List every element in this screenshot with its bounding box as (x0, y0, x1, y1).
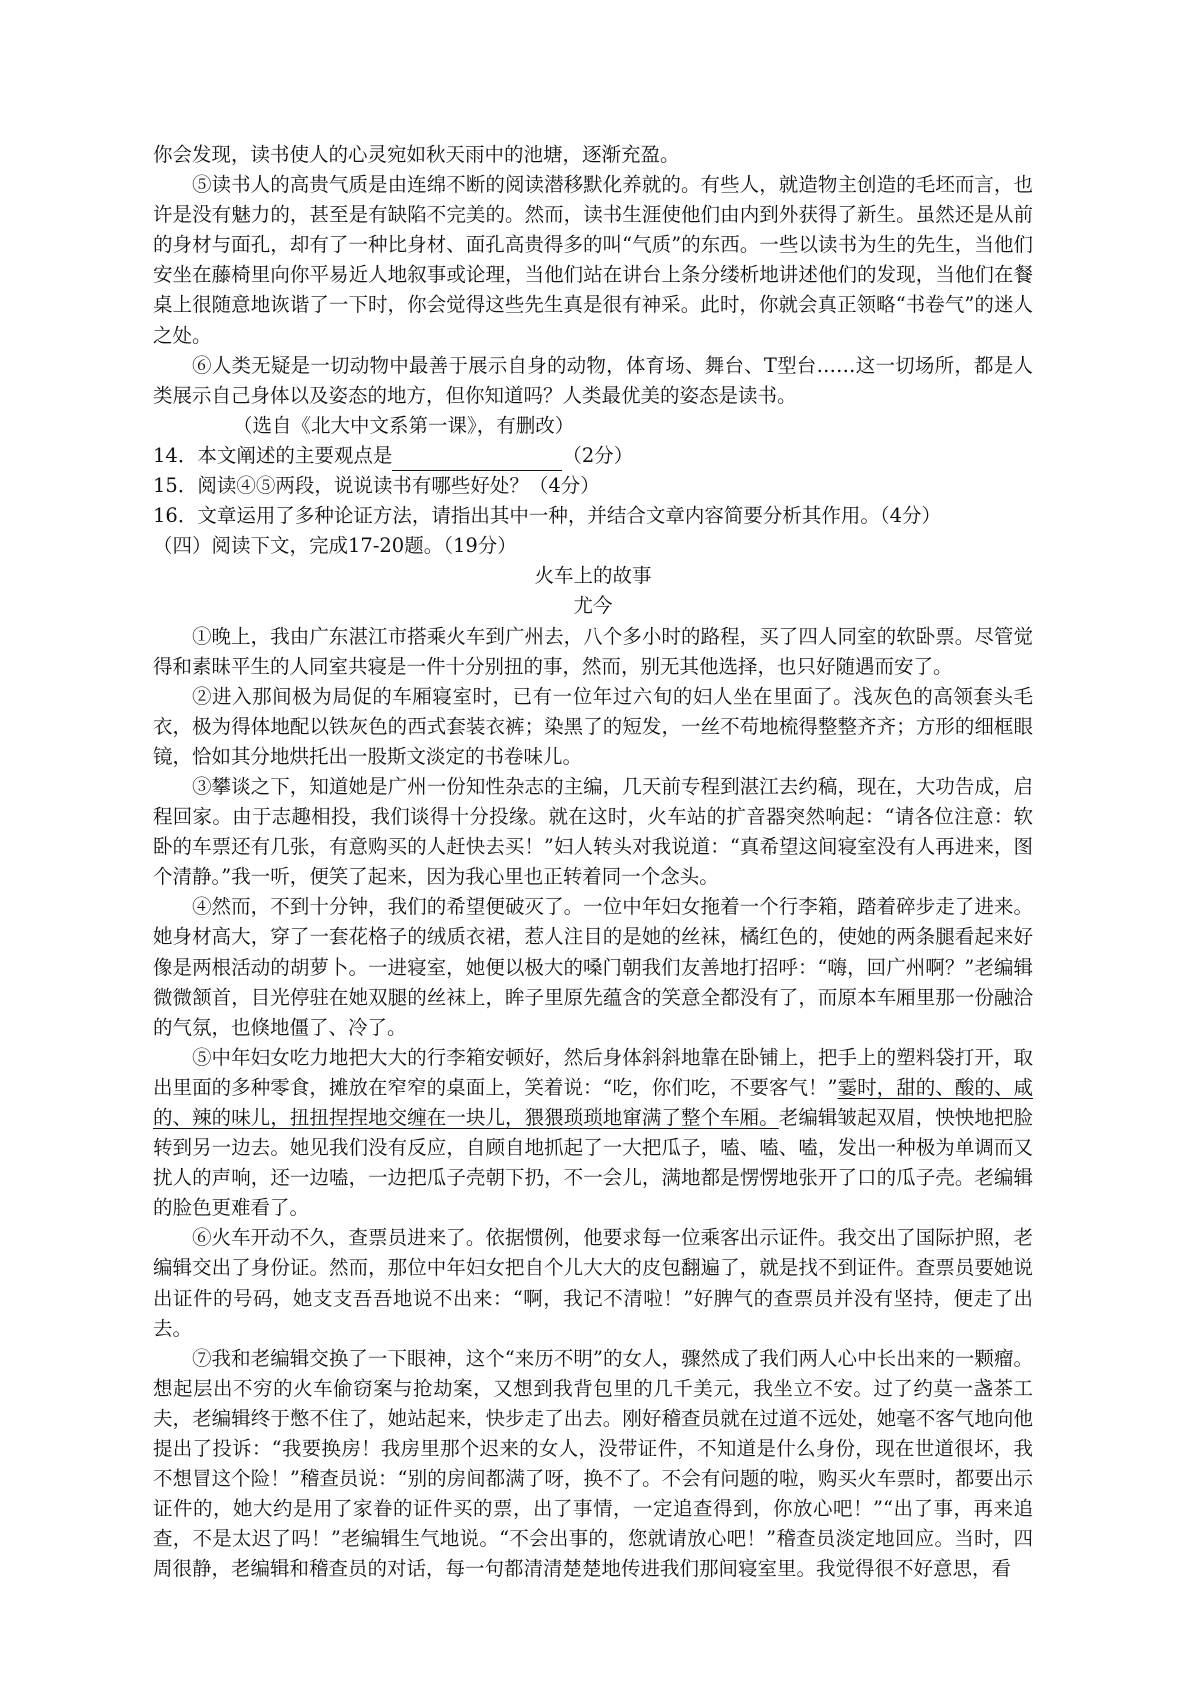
story-author: 尤今 (573, 594, 613, 618)
paragraph-5: ⑤读书人的高贵气质是由连绵不断的阅读潜移默化养就的。有些人，就造物主创造的毛坯而言，也许是没有魅力的，甚至是有缺陷不完美的。然而，读书生涯使他们由内到外获得了新生。虽然还是从前的身材与面孔，却有了一种比身材、面孔高贵得多的叫“气质”的东西。一些以读书为生的先生，当他们安坐在藤椅里向你平易近人地叙事或论理，当他们站在讲台上条分缕析地讲述他们的发现，当他们在餐桌上很随意地诙谐了一下时，你会觉得这些先生真是很有神采。此时，你就会真正领略“书卷气”的迷人之处。 (153, 173, 1033, 347)
story-paragraph-2: ②进入那间极为局促的车厢寝室时，已有一位年过六旬的妇人坐在里面了。浅灰色的高领套头毛衣，极为得体地配以铁灰色的西式套装衣裤；染黑了的短发，一丝不苟地梳得整整齐齐；方形的细框眼镜，恰如其分地烘托出一股斯文淡定的书卷味儿。 (153, 684, 1033, 768)
question-14-score: （2分） (562, 443, 634, 467)
paragraph-4-tail: 你会发现，读书使人的心灵宛如秋天雨中的池塘，逐渐充盈。 (153, 143, 680, 166)
source-citation: （选自《北大中文系第一课》，有删改） (232, 413, 575, 437)
story-paragraph-7: ⑦我和老编辑交换了一下眼神，这个“来历不明”的女人，骤然成了我们两人心中长出来的一颗瘤。想起层出不穷的火车偷窃案与抢劫案，又想到我背包里的几千美元，我坐立不安。过了约莫一盏茶工夫，老编辑终于憋不住了，她站起来，快步走了出去。刚好稽查员就在过道不远处，她毫不客气地向他提出了投诉：“我要换房！我房里那个迟来的女人，没带证件，不知道是什么身份，现在世道很坏，我不想冒这个险！”稽查员说：“别的房间都满了呀，换不了。不会有问题的啦，购买火车票时，都要出示证件的，她大约是用了家眷的证件买的票，出了事情，一定追查得到，你放心吧！”“出了事，再来追查，不是太迟了吗！”老编辑生气地说。“不会出事的，您就请放心吧！”稽查员淡定地回应。当时，四周很静，老编辑和稽查员的对话，每一句都清清楚楚地传进我们那间寝室里。我觉得很不好意思，看 (153, 1346, 1033, 1581)
story-paragraph-5-part-a: ⑤中年妇女吃力地把大大的行李箱安顿好，然后身体斜斜地靠在卧铺上，把手上的塑料袋打开，取出里面的多种零食，摊放在窄窄的桌面上，笑着说：“吃，你们吃，不要客气！” (153, 1045, 1033, 1099)
story-paragraph-6: ⑥火车开动不久，查票员进来了。依据惯例，他要求每一位乘客出示证件。我交出了国际护照，老编辑交出了身份证。然而，那位中年妇女把自个儿大大的皮包翻遍了，就是找不到证件。查票员要她说出证件的号码，她支支吾吾地说不出来：“啊，我记不清啦！”好脾气的查票员并没有坚持，便走了出去。 (153, 1226, 1033, 1340)
page-content (153, 140, 1033, 1585)
underlined-sentence: 霎时，甜的、酸的、咸的、辣的味儿，扭扭捏捏地交缠在一块儿，猥猥琐琐地窜满了整个车厢。 (153, 1075, 1033, 1129)
question-14-text: 14．本文阐述的主要观点是 (153, 443, 393, 467)
question-14 (153, 441, 1033, 471)
story-paragraph-5-part-b: 老编辑皱起双眉，怏怏地把脸转到另一边去。她见我们没有反应，自顾自地抓起了一大把瓜子，嗑、嗑、嗑，发出一种极为单调而又扰人的声响，还一边嗑，一边把瓜子壳朝下扔，不一会儿，满地都是愣愣地张开了口的瓜子壳。老编辑的脸色更难看了。 (153, 1106, 1033, 1220)
question-15: 15．阅读④⑤两段，说说读书有哪些好处？（4分） (153, 474, 600, 498)
answer-blank[interactable] (392, 448, 562, 471)
story-paragraph-5 (153, 1043, 1033, 1224)
story-paragraph-1: ①晚上，我由广东湛江市搭乘火车到广州去，八个多小时的路程，买了四人同室的软卧票。尽管觉得和素昧平生的人同室共寝是一件十分别扭的事，然而，别无其他选择，也只好随遇而安了。 (153, 624, 1033, 678)
story-title: 火车上的故事 (534, 564, 652, 588)
question-16: 16．文章运用了多种论证方法，请指出其中一种，并结合文章内容简要分析其作用。（4分） (153, 504, 941, 528)
story-paragraph-3: ③攀谈之下，知道她是广州一份知性杂志的主编，几天前专程到湛江去约稿，现在，大功告成，启程回家。由于志趣相投，我们谈得十分投缘。就在这时，火车站的扩音器突然响起：“请各位注意：软卧的车票还有几张，有意购买的人赶快去买！”妇人转头对我说道：“真希望这间寝室没有人再进来，图个清静。”我一听，便笑了起来，因为我心里也正转着同一个念头。 (153, 774, 1033, 889)
paragraph-6: ⑥人类无疑是一切动物中最善于展示自身的动物，体育场、舞台、T型台……这一切场所，都是人类展示自己身体以及姿态的地方，但你知道吗？人类最优美的姿态是读书。 (153, 353, 1033, 407)
story-paragraph-4: ④然而，不到十分钟，我们的希望便破灭了。一位中年妇女拖着一个行李箱，踏着碎步走了进来。她身材高大，穿了一套花格子的绒质衣裙，惹人注目的是她的丝袜，橘红色的，使她的两条腿看起来好像是两根活动的胡萝卜。一进寝室，她便以极大的嗓门朝我们友善地打招呼：“嗨，回广州啊？”老编辑微微颔首，目光停驻在她双腿的丝袜上，眸子里原先蕴含的笑意全都没有了，而原本车厢里那一份融洽的气氛，也倏地僵了、冷了。 (153, 895, 1033, 1039)
section-4-heading: （四）阅读下文，完成17-20题。（19分） (153, 534, 517, 558)
